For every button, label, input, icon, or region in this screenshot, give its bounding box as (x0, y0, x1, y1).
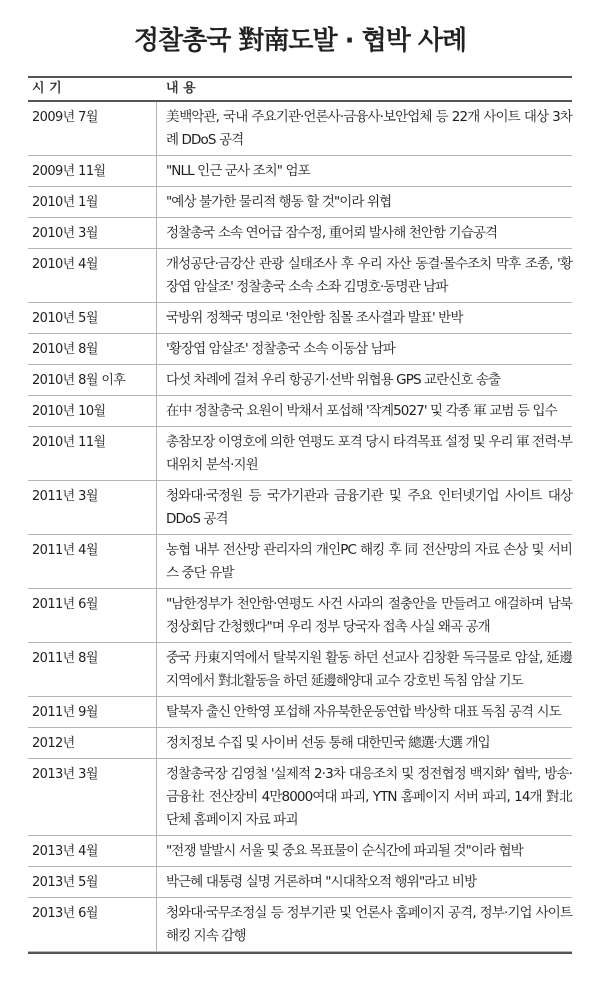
column-divider (156, 102, 157, 155)
table-row (28, 535, 572, 589)
row-period: 2010년 8월 (32, 342, 98, 357)
row-period: 2011년 6월 (32, 597, 98, 612)
row-period: 2010년 1월 (32, 195, 98, 210)
row-description: "남한정부가 천안함·연평도 사건 사과의 절충안을 만들려고 애걸하며 남북정상회담 간청했다"며 우리 정부 당국자 접촉 사실 왜곡 공개 (166, 596, 572, 635)
row-period: 2011년 8월 (32, 651, 98, 666)
row-description: 개성공단·금강산 관광 실태조사 후 우리 자산 동결·몰수조치 막후 조종, '황장엽 암살조' 정찰총국 소속 소좌 김명호·동명관 남파 (166, 256, 572, 295)
table-row (28, 867, 572, 898)
column-divider (156, 396, 157, 426)
table-bottom-rule (28, 952, 572, 954)
table-row (28, 836, 572, 867)
page-title: 정찰총국 對南도발 · 협박 사례 (133, 26, 467, 56)
row-period: 2010년 5월 (32, 311, 98, 326)
table-header (28, 76, 572, 102)
column-divider (156, 427, 157, 480)
table-row (28, 334, 572, 365)
row-period: 2011년 3월 (32, 489, 98, 504)
table-row (28, 481, 572, 535)
header-time-label: 시 기 (32, 81, 62, 96)
row-description: "전쟁 발발시 서울 및 중요 목표물이 순식간에 파괴될 것"이라 협박 (166, 843, 523, 859)
table-row (28, 218, 572, 249)
incident-table (28, 102, 572, 952)
row-description: 정찰총국 소속 연어급 잠수정, 重어뢰 발사해 천안함 기습공격 (166, 225, 498, 241)
row-period: 2010년 3월 (32, 226, 98, 241)
column-divider (156, 836, 157, 866)
table-row (28, 697, 572, 728)
row-description: 청와대·국무조정실 등 정부기관 및 언론사 홈페이지 공격, 정부·기업 사이트 해킹 지속 감행 (166, 905, 572, 944)
row-description: 청와대·국정원 등 국가기관과 금융기관 및 주요 인터넷기업 사이트 대상 DDoS 공격 (166, 488, 572, 527)
row-description: 정찰총국장 김영철 '실제적 2·3차 대응조치 및 정전협정 백지화' 협박, 방송·금융社 전산장비 4만8000여대 파괴, YTN 홈페이지 서버 파괴, 14개 對北단체 홈페이지 자료 파괴 (166, 766, 572, 828)
table-row (28, 898, 572, 952)
column-divider (156, 187, 157, 217)
row-description: 다섯 차례에 걸쳐 우리 항공기·선박 위협용 GPS 교란신호 송출 (166, 372, 501, 388)
column-divider (156, 303, 157, 333)
table-row (28, 249, 572, 303)
row-period: 2010년 8월 이후 (32, 373, 126, 388)
row-period: 2012년 (32, 736, 75, 751)
row-period: 2009년 11월 (32, 164, 106, 179)
row-period: 2013년 6월 (32, 906, 98, 921)
table-row (28, 365, 572, 396)
column-divider (156, 589, 157, 642)
table-row (28, 759, 572, 836)
column-divider (156, 334, 157, 364)
table-row (28, 156, 572, 187)
row-period: 2013년 5월 (32, 875, 98, 890)
row-description: 美백악관, 국내 주요기관·언론사·금융사·보안업체 등 22개 사이트 대상 3차례 DDoS 공격 (166, 109, 572, 148)
row-period: 2010년 4월 (32, 257, 98, 272)
row-description: 정치정보 수집 및 사이버 선동 통해 대한민국 總選·大選 개입 (166, 735, 490, 751)
row-description: 총참모장 이영호에 의한 연평도 포격 당시 타격목표 설정 및 우리 軍 전력·부대위치 분석·지원 (166, 434, 572, 473)
column-divider (156, 697, 157, 727)
table-row (28, 102, 572, 156)
column-divider (156, 728, 157, 758)
row-description: 在中 정찰총국 요원이 박채서 포섭해 '작계5027' 및 각종 軍 교범 등 입수 (166, 403, 557, 419)
table-row (28, 396, 572, 427)
row-period: 2011년 9월 (32, 705, 98, 720)
row-period: 2013년 3월 (32, 767, 98, 782)
row-description: "NLL 인근 군사 조치" 엄포 (166, 163, 310, 179)
row-description: 농협 내부 전산망 관리자의 개인PC 해킹 후 同 전산망의 자료 손상 및 서비스 중단 유발 (166, 542, 572, 581)
row-description: 박근혜 대통령 실명 거론하며 "시대착오적 행위"라고 비방 (166, 874, 477, 890)
column-divider (156, 643, 157, 696)
row-description: '황장엽 암살조' 정찰총국 소속 이동삼 남파 (166, 341, 395, 357)
column-divider (156, 481, 157, 534)
table-row (28, 643, 572, 697)
column-divider (156, 156, 157, 186)
table-row (28, 303, 572, 334)
column-divider (156, 365, 157, 395)
row-description: 탈북자 출신 안학영 포섭해 자유북한운동연합 박상학 대표 독침 공격 시도 (166, 704, 561, 720)
column-divider (156, 535, 157, 588)
column-divider (156, 759, 157, 835)
table-row (28, 427, 572, 481)
row-description: 중국 丹東지역에서 탈북지원 활동 하던 선교사 김창환 독극물로 암살, 延邊지역에서 對北활동을 하던 延邊해양대 교수 강호빈 독침 암살 기도 (166, 650, 572, 689)
column-divider (156, 218, 157, 248)
column-divider (156, 249, 157, 302)
row-period: 2010년 10월 (32, 404, 106, 419)
table-row (28, 728, 572, 759)
row-period: 2011년 4월 (32, 543, 98, 558)
row-description: 국방위 정책국 명의로 '천안함 침몰 조사결과 발표' 반박 (166, 310, 463, 326)
table-row (28, 589, 572, 643)
row-description: "예상 불가한 물리적 행동 할 것"이라 위협 (166, 194, 392, 210)
row-period: 2013년 4월 (32, 844, 98, 859)
column-divider (156, 898, 157, 951)
table-row (28, 187, 572, 218)
column-divider (156, 867, 157, 897)
row-period: 2009년 7월 (32, 110, 98, 125)
row-period: 2010년 11월 (32, 435, 106, 450)
header-content-label: 내 용 (166, 81, 196, 96)
